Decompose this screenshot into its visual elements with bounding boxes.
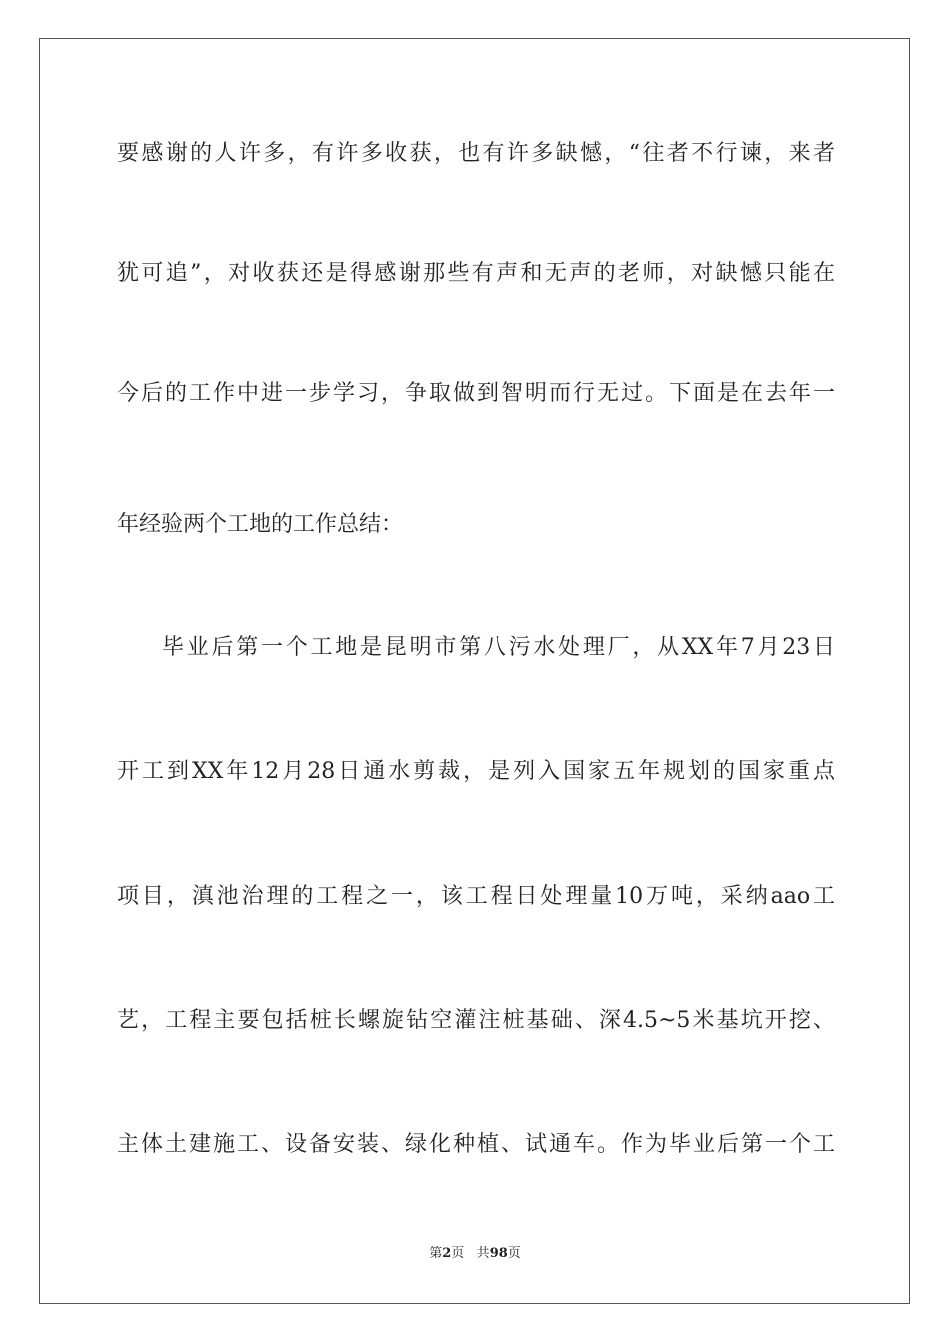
- page-label-prefix: 第: [429, 1246, 443, 1261]
- paragraph-line: 年经验两个工地的工作总结：: [117, 512, 404, 537]
- page-label-suffix: 页: [451, 1246, 465, 1261]
- paragraph-line: 毕业后第一个工地是昆明市第八污水处理厂，从XX年7月23日: [162, 635, 835, 660]
- page-footer: [0, 1244, 950, 1264]
- total-pages: 98: [489, 1246, 508, 1261]
- paragraph-line: 项目，滇池治理的工程之一，该工程日处理量10万吨，采纳aao工: [117, 884, 835, 909]
- paragraph-line: 艺，工程主要包括桩长螺旋钻空灌注桩基础、深4.5~5米基坑开挖、: [117, 1008, 835, 1033]
- total-label-suffix: 页: [507, 1246, 521, 1261]
- paragraph-line: 今后的工作中进一步学习，争取做到智明而行无过。下面是在去年一: [117, 381, 835, 406]
- page-number: 2: [442, 1246, 452, 1261]
- paragraph-line: 要感谢的人许多，有许多收获，也有许多缺憾，“往者不行谏，来者: [117, 141, 835, 166]
- paragraph-line: 开工到XX年12月28日通水剪裁，是列入国家五年规划的国家重点: [117, 759, 835, 784]
- page-border: [39, 38, 910, 1304]
- paragraph-line: 犹可追”，对收获还是得感谢那些有声和无声的老师，对缺憾只能在: [117, 261, 835, 286]
- paragraph-line: 主体土建施工、设备安装、绿化种植、试通车。作为毕业后第一个工: [117, 1132, 835, 1157]
- total-label-prefix: 共: [476, 1246, 490, 1261]
